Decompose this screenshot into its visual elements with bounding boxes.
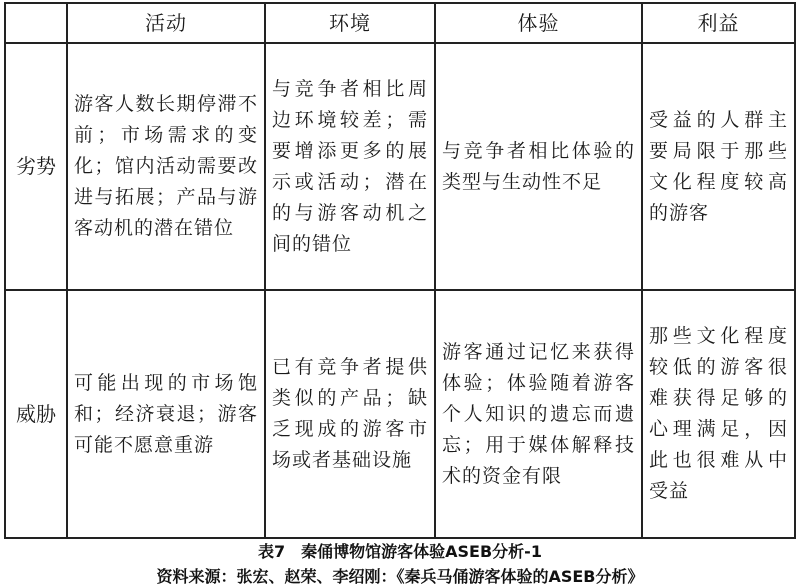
table-header-row <box>5 3 795 43</box>
header-experience: 体验 <box>435 3 642 43</box>
table-row-weakness <box>5 43 795 290</box>
threat-benefit-cell: 那些文化程度较低的游客很难获得足够的心理满足，因此也很难从中受益 <box>642 290 795 538</box>
weakness-experience-cell: 与竞争者相比体验的类型与生动性不足 <box>435 43 642 290</box>
row-label-threat: 威胁 <box>5 290 67 538</box>
header-environment: 环境 <box>265 3 435 43</box>
threat-environment-cell: 已有竞争者提供类似的产品；缺乏现成的游客市场或者基础设施 <box>265 290 435 538</box>
aseb-table-container <box>4 2 794 539</box>
table-caption-title: 表7 秦俑博物馆游客体验ASEB分析-1 <box>258 542 542 561</box>
weakness-environment-cell: 与竞争者相比周边环境较差；需要增添更多的展示或活动；潜在的与游客动机之间的错位 <box>265 43 435 290</box>
threat-experience-cell: 游客通过记忆来获得体验；体验随着游客个人知识的遗忘而遗忘；用于媒体解释技术的资金有限 <box>435 290 642 538</box>
weakness-activity-cell: 游客人数长期停滞不前；市场需求的变化；馆内活动需要改进与拓展；产品与游客动机的潜在错位 <box>67 43 265 290</box>
header-activity: 活动 <box>67 3 265 43</box>
threat-activity-cell: 可能出现的市场饱和；经济衰退；游客可能不愿意重游 <box>67 290 265 538</box>
header-benefit: 利益 <box>642 3 795 43</box>
row-label-weakness: 劣势 <box>5 43 67 290</box>
aseb-analysis-table <box>4 2 796 539</box>
header-corner <box>5 3 67 43</box>
weakness-benefit-cell: 受益的人群主要局限于那些文化程度较高的游客 <box>642 43 795 290</box>
table-caption-source: 资料来源：张宏、赵荣、李绍刚：《秦兵马俑游客体验的ASEB分析》 <box>156 567 644 586</box>
table-row-threat <box>5 290 795 538</box>
